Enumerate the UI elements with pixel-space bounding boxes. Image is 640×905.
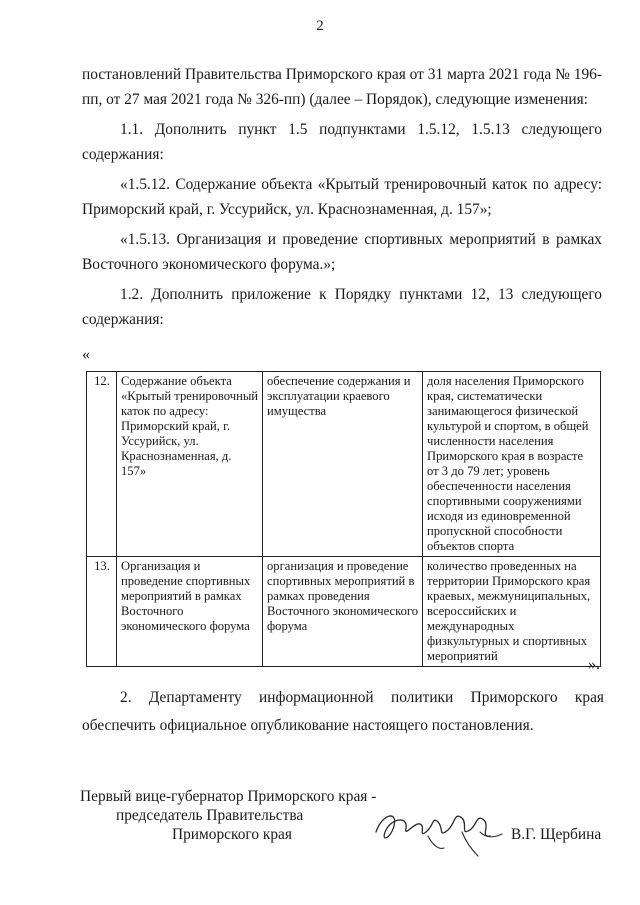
signatory-title-line-1: Первый вице-губернатор Приморского края - [80,788,377,805]
appendix-table [86,371,601,667]
row-name: Организация и проведение спортивных мероприятий в рамках Восточного экономического форума [117,557,263,667]
paragraph-subitem-1-5-13: «1.5.13. Организация и проведение спортивных мероприятий в рамках Восточного экономического форума.»; [82,231,602,273]
signatory-title [80,787,380,844]
row-activity: организация и проведение спортивных мероприятий в рамках проведения Восточного экономического форума [263,557,423,667]
closing-quote: ». [588,656,600,673]
item-2-text: 2. Департаменту информационной политики Приморского края обеспечить официальное опубликование настоящего постановления. [82,689,604,734]
row-activity: обеспечение содержания и эксплуатации краевого имущества [263,372,423,557]
page-number: 2 [316,18,324,34]
row-number: 13. [87,557,117,667]
signatory-title-line-3: Приморского края [172,826,292,843]
decree-body [82,62,602,337]
paragraph-item-1-1: 1.1. Дополнить пункт 1.5 подпунктами 1.5.12, 1.5.13 следующего содержания: [82,121,602,163]
handwritten-signature [368,792,508,862]
opening-quote: « [82,346,90,363]
paragraph-item-1-2: 1.2. Дополнить приложение к Порядку пунктами 12, 13 следующего содержания: [82,286,602,328]
row-number: 12. [87,372,117,557]
paragraph-intro: постановлений Правительства Приморского края от 31 марта 2021 года № 196-пп, от 27 мая 2021 года № 326-пп) (далее – Порядок), следующие изменения: [82,66,602,108]
signatory-title-line-2: председатель Правительства [116,807,304,824]
paragraph-subitem-1-5-12: «1.5.12. Содержание объекта «Крытый тренировочный каток по адресу: Приморский край, г. Уссурийск, ул. Краснознаменная, д. 157»; [82,176,602,218]
table-row [87,372,601,557]
table-row [87,557,601,667]
paragraph-item-2 [82,684,604,740]
signer-name: В.Г. Щербина [511,826,602,843]
row-indicator: количество проведенных на территории Приморского края краевых, межмуниципальных, всероссийских и международных физкультурных и спортивных мероприятий [423,557,601,667]
row-name: Содержание объекта «Крытый тренировочный каток по адресу: Приморский край, г. Уссурийск, ул. Краснознаменная, д. 157» [117,372,263,557]
row-indicator: доля населения Приморского края, систематически занимающегося физической культурой и спортом, в общей численности населения Приморского края в возрасте от 3 до 79 лет; уровень обеспеченности населения спортивными сооружениями исходя из единовременной пропускной способности объектов спорта [423,372,601,557]
